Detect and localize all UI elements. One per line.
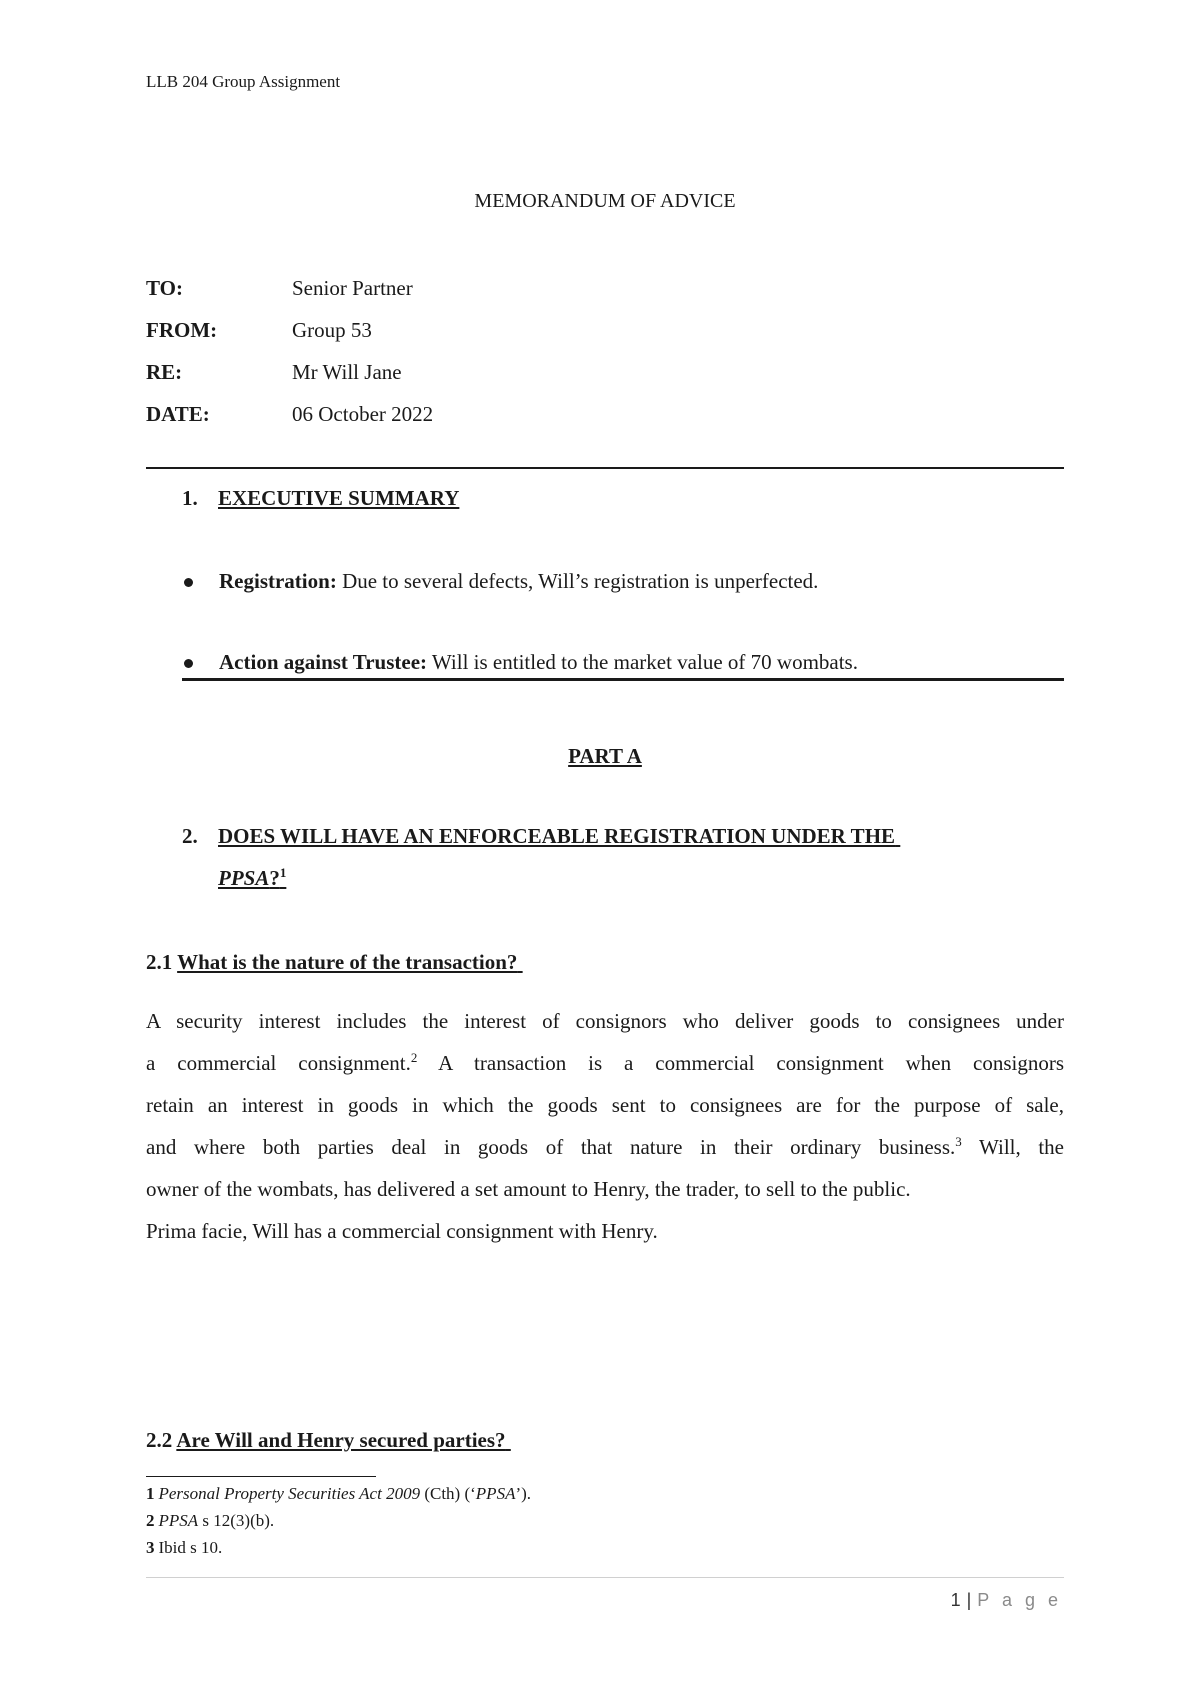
paragraph-line: retain an interest in goods in which the goods sent to consignees are for the purpose of sale, [146, 1093, 1064, 1117]
bullet-text: Due to several defects, Will’s registration is unperfected. [342, 569, 819, 593]
subsection-2-1-heading [146, 950, 523, 975]
bullet-icon [184, 659, 193, 668]
subsection-title: What is the nature of the transaction? [177, 950, 518, 974]
paragraph-line: and where both parties deal in goods of that nature in their ordinary business.$^3$ Will, the [146, 1134, 1065, 1159]
to-value: Senior Partner [292, 276, 413, 300]
subsection-number: 2.2 [146, 1428, 173, 1452]
footnote-ref: 3 [955, 1134, 962, 1149]
bullet-icon [184, 578, 193, 587]
section2-heading [182, 824, 900, 849]
to-label: TO: [146, 276, 183, 300]
paragraph-line: Prima facie, Will has a commercial consignment with Henry. [146, 1219, 658, 1243]
footnote-3: 3 Ibid s 10. [146, 1538, 223, 1557]
memo-title: MEMORANDUM OF ADVICE [474, 190, 736, 212]
page-number: 1 | P a g e [950, 1590, 1062, 1610]
subsection-title: Are Will and Henry secured parties? [176, 1428, 506, 1452]
footnote-2: 2 PPSA s 12(3)(b). [146, 1511, 275, 1530]
re-value: Mr Will Jane [292, 360, 402, 384]
from-value: Group 53 [292, 318, 372, 342]
section2-title-line1: DOES WILL HAVE AN ENFORCEABLE REGISTRATION UNDER THE [218, 824, 896, 848]
memo-divider [146, 467, 1064, 469]
date-label: DATE: [146, 402, 210, 426]
paragraph-line: owner of the wombats, has delivered a set amount to Henry, the trader, to sell to the public. [146, 1177, 911, 1201]
footnote-ref: 2 [410, 1050, 418, 1065]
from-label: FROM: [146, 318, 218, 342]
footer-rule [146, 1577, 1064, 1578]
footnote-1: 1 Personal Property Securities Act 2009 (Cth) (‘PPSA’). [146, 1484, 532, 1503]
bullet-text: Will is entitled to the market value of 70 wombats. [431, 650, 858, 674]
bullet-action-against-trustee [219, 650, 858, 675]
section2-heading-line2: PPSA?$^1$ [218, 865, 287, 890]
footnote-ref: 1 [279, 865, 287, 880]
section2-number: 2. [182, 824, 198, 848]
bullet-label: Registration: [219, 569, 337, 593]
subsection-number: 2.1 [146, 950, 173, 974]
running-header: LLB 204 Group Assignment [146, 72, 341, 91]
date-value: 06 October 2022 [292, 402, 434, 426]
subsection-2-2-heading [146, 1428, 511, 1453]
paragraph-line: a commercial consignment.$^2$ A transaction is a commercial consignment when consignors [146, 1050, 1064, 1075]
paragraph-line: A security interest includes the interest of consignors who deliver goods to consignees under [146, 1009, 1064, 1033]
part-a-heading: PART A [568, 744, 642, 768]
re-label: RE: [146, 360, 183, 384]
section1-heading [182, 486, 459, 511]
bullet-label: Action against Trustee: [219, 650, 428, 674]
summary-rule [182, 678, 1064, 681]
section1-number: 1. [182, 486, 198, 510]
bullet-registration [219, 569, 818, 594]
section2-title-italic: PPSA [218, 866, 270, 890]
section1-title: EXECUTIVE SUMMARY [218, 486, 460, 510]
footnote-separator [146, 1476, 376, 1477]
